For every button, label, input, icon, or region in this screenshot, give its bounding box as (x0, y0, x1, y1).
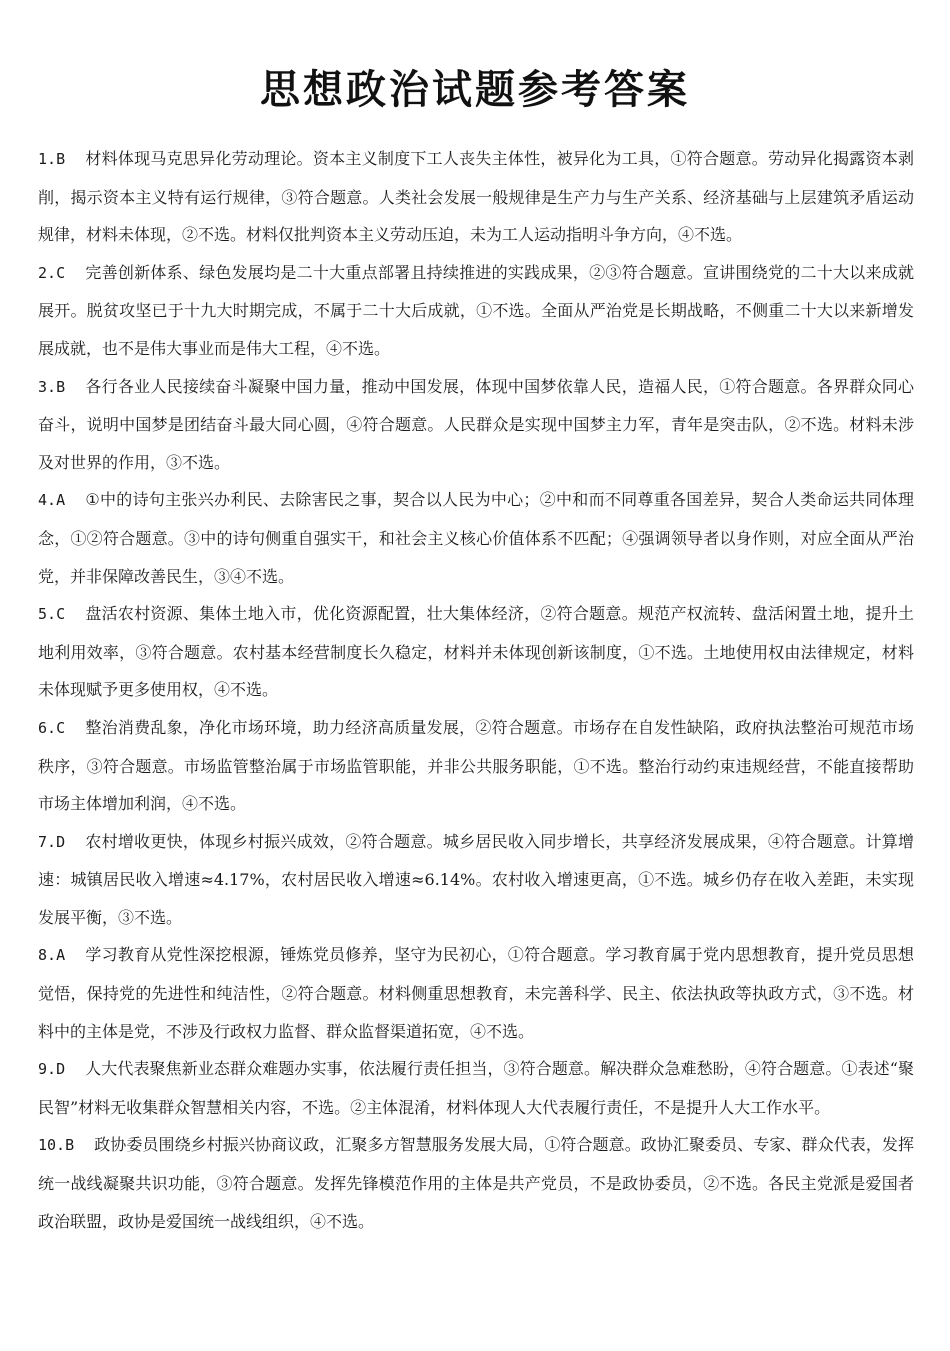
answer-explanation: 完善创新体系、绿色发展均是二十大重点部署且持续推进的实践成果，②③符合题意。宣讲围绕党的二十大以来成就展开。脱贫攻坚已于十九大时期完成，不属于二十大后成就，①不选。全面从严治党是长期战略，不侧重二十大以来新增发展成就，也不是伟大事业而是伟大工程，④不选。 (38, 262, 914, 358)
answer-key: C (56, 605, 66, 624)
answer-key: D (56, 1060, 66, 1079)
answer-key: A (56, 946, 66, 965)
answer-item-9 (38, 1050, 914, 1126)
answer-key: B (65, 1136, 75, 1155)
answer-key: C (56, 263, 66, 282)
answer-key: D (56, 832, 66, 851)
question-number: 2. (38, 263, 57, 282)
answer-list (38, 140, 914, 1240)
answer-key: A (56, 491, 66, 510)
answer-item-1 (38, 140, 914, 254)
answer-body (38, 936, 914, 1050)
answer-explanation: 各行各业人民接续奋斗凝聚中国力量，推动中国发展，体现中国梦依靠人民，造福人民，①符合题意。各界群众同心奋斗，说明中国梦是团结奋斗最大同心圆，④符合题意。人民群众是实现中国梦主力军，青年是突击队，②不选。材料未涉及对世界的作用，③不选。 (38, 376, 914, 472)
answer-item-5 (38, 595, 914, 709)
answer-body (38, 595, 914, 709)
answer-body (38, 823, 914, 937)
question-number: 4. (38, 491, 57, 510)
answer-body (38, 1126, 914, 1240)
question-number: 8. (38, 946, 57, 965)
question-number: 3. (38, 377, 57, 396)
question-number: 5. (38, 605, 57, 624)
answer-key: C (56, 718, 66, 737)
answer-explanation: 材料体现马克思异化劳动理论。资本主义制度下工人丧失主体性，被异化为工具，①符合题意。劳动异化揭露资本剥削，揭示资本主义特有运行规律，③符合题意。人类社会发展一般规律是生产力与生产关系、经济基础与上层建筑矛盾运动规律，材料未体现，②不选。材料仅批判资本主义劳动压迫，未为工人运动指明斗争方向，④不选。 (38, 149, 914, 245)
answer-item-8 (38, 936, 914, 1050)
answer-explanation: 农村增收更快，体现乡村振兴成效，②符合题意。城乡居民收入同步增长，共享经济发展成果，④符合题意。计算增速：城镇居民收入增速≈4.17%，农村居民收入增速≈6.14%。农村收入增速更高，①不选。城乡仍存在收入差距，未实现发展平衡，③不选。 (38, 831, 914, 927)
answer-body (38, 481, 914, 595)
answer-explanation: 盘活农村资源、集体土地入市，优化资源配置，壮大集体经济，②符合题意。规范产权流转、盘活闲置土地，提升土地利用效率，③符合题意。农村基本经营制度长久稳定，材料并未体现创新该制度，①不选。土地使用权由法律规定，材料未体现赋予更多使用权，④不选。 (38, 604, 914, 700)
answer-item-7 (38, 823, 914, 937)
answer-body (38, 709, 914, 823)
answer-explanation: 政协委员围绕乡村振兴协商议政，汇聚多方智慧服务发展大局，①符合题意。政协汇聚委员、专家、群众代表，发挥统一战线凝聚共识功能，③符合题意。发挥先锋模范作用的主体是共产党员，不是政协委员，②不选。各民主党派是爱国者政治联盟，政协是爱国统一战线组织，④不选。 (38, 1135, 914, 1231)
answer-body (38, 1050, 914, 1126)
answer-key: B (56, 377, 66, 396)
page-title: 思想政治试题参考答案 (260, 67, 690, 113)
answer-body (38, 140, 914, 254)
answer-item-4 (38, 481, 914, 595)
answer-explanation: 整治消费乱象，净化市场环境，助力经济高质量发展，②符合题意。市场存在自发性缺陷，政府执法整治可规范市场秩序，③符合题意。市场监管整治属于市场监管职能，并非公共服务职能，①不选。整治行动约束违规经营，不能直接帮助市场主体增加利润，④不选。 (38, 717, 914, 814)
answer-key: B (56, 150, 66, 168)
answer-item-6 (38, 709, 914, 823)
answer-explanation: ①中的诗句主张兴办利民、去除害民之事，契合以人民为中心；②中和而不同尊重各国差异，契合人类命运共同体理念，①②符合题意。③中的诗句侧重自强实干，和社会主义核心价值体系不匹配；④强调领导者以身作则，对应全面从严治党，并非保障改善民生，③④不选。 (38, 490, 914, 586)
question-number: 6. (38, 718, 57, 737)
answer-explanation: 人大代表聚焦新业态群众难题办实事，依法履行责任担当，③符合题意。解决群众急难愁盼，④符合题意。①表述“聚民智”材料无收集群众智慧相关内容，不选。②主体混淆，材料体现人大代表履行责任，不是提升人大工作水平。 (38, 1059, 914, 1117)
answer-body (38, 254, 914, 368)
question-number: 10. (38, 1136, 66, 1155)
question-number: 1. (38, 150, 57, 168)
answer-body (38, 368, 914, 482)
question-number: 7. (38, 832, 57, 851)
answer-item-10 (38, 1126, 914, 1240)
answer-item-2 (38, 254, 914, 368)
answer-explanation: 学习教育从党性深挖根源，锤炼党员修养，坚守为民初心，①符合题意。学习教育属于党内思想教育，提升党员思想觉悟，保持党的先进性和纯洁性，②符合题意。材料侧重思想教育，未完善科学、民主、依法执政等执政方式，③不选。材料中的主体是党，不涉及行政权力监督、群众监督渠道拓宽，④不选。 (38, 945, 914, 1041)
question-number: 9. (38, 1060, 57, 1079)
answer-item-3 (38, 368, 914, 482)
